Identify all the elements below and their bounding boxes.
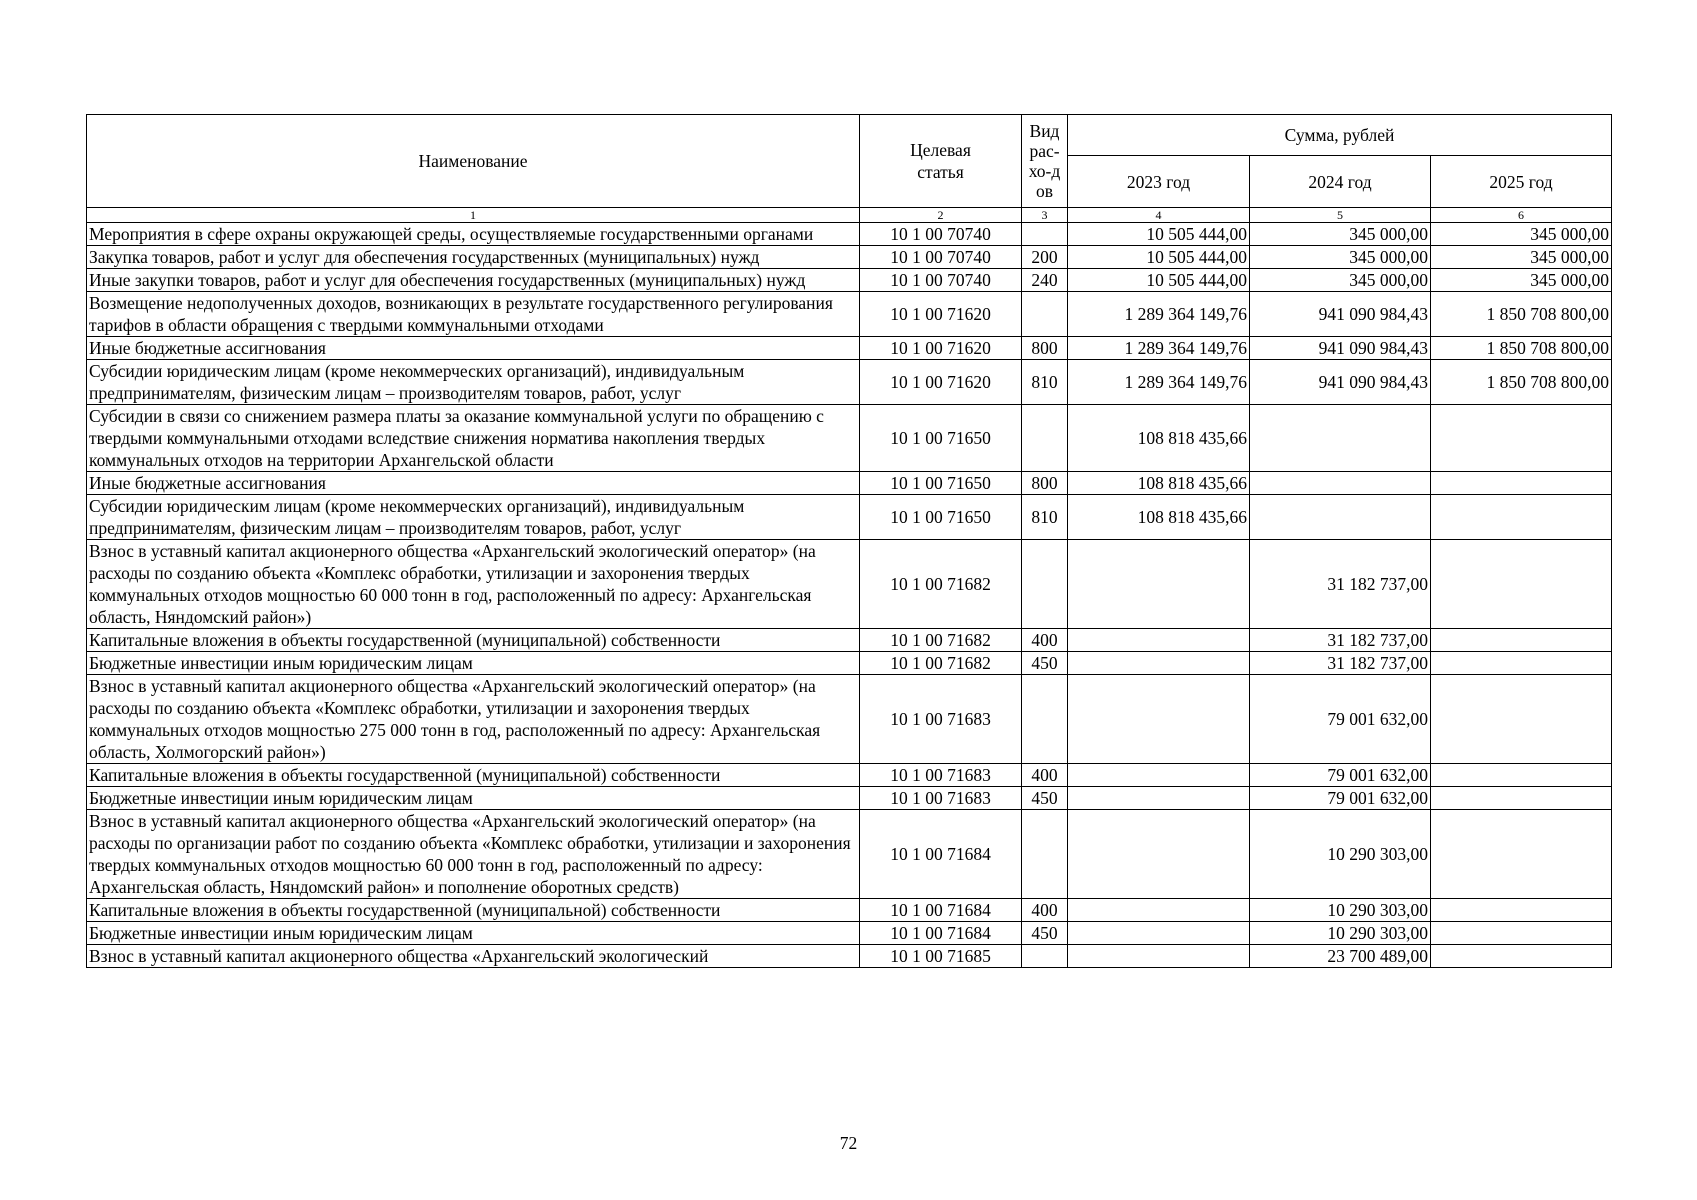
row-sum-2025 xyxy=(1431,652,1612,675)
row-name: Мероприятия в сфере охраны окружающей среды, осуществляемые государственными органами xyxy=(87,223,860,246)
row-sum-2023 xyxy=(1068,945,1250,968)
row-expense-type xyxy=(1022,223,1068,246)
row-expense-type: 810 xyxy=(1022,495,1068,540)
row-sum-2023 xyxy=(1068,787,1250,810)
row-sum-2024: 345 000,00 xyxy=(1250,246,1431,269)
header-name: Наименование xyxy=(87,115,860,208)
row-sum-2024 xyxy=(1250,495,1431,540)
row-sum-2023 xyxy=(1068,675,1250,764)
table-row xyxy=(87,269,1612,292)
table-row xyxy=(87,629,1612,652)
row-sum-2024 xyxy=(1250,405,1431,472)
table-row xyxy=(87,223,1612,246)
table-header xyxy=(87,115,1612,223)
column-number: 4 xyxy=(1068,208,1250,223)
row-name: Иные закупки товаров, работ и услуг для обеспечения государственных (муниципальных) нужд xyxy=(87,269,860,292)
row-sum-2024 xyxy=(1250,472,1431,495)
row-name: Взнос в уставный капитал акционерного общества «Архангельский экологический xyxy=(87,945,860,968)
row-sum-2023 xyxy=(1068,652,1250,675)
row-expense-type: 800 xyxy=(1022,472,1068,495)
table-row xyxy=(87,787,1612,810)
row-sum-2025: 1 850 708 800,00 xyxy=(1431,292,1612,337)
column-number: 5 xyxy=(1250,208,1431,223)
row-target-article: 10 1 00 71684 xyxy=(860,922,1022,945)
table-row xyxy=(87,360,1612,405)
table-row xyxy=(87,292,1612,337)
column-number-row xyxy=(87,208,1612,223)
budget-table xyxy=(86,114,1612,968)
row-target-article: 10 1 00 71684 xyxy=(860,899,1022,922)
row-name: Взнос в уставный капитал акционерного общества «Архангельский экологический оператор» (на расходы по созданию объекта «Комплекс обработки, утилизации и захоронения твердых коммунальных отходов мощностью 275 000 тонн в год, расположенный по адресу: Архангельская область, Холмогорский район») xyxy=(87,675,860,764)
row-sum-2023: 1 289 364 149,76 xyxy=(1068,292,1250,337)
row-sum-2025: 345 000,00 xyxy=(1431,246,1612,269)
row-target-article: 10 1 00 70740 xyxy=(860,269,1022,292)
row-sum-2023 xyxy=(1068,810,1250,899)
row-expense-type xyxy=(1022,945,1068,968)
row-target-article: 10 1 00 70740 xyxy=(860,246,1022,269)
row-name: Капитальные вложения в объекты государственной (муниципальной) собственности xyxy=(87,899,860,922)
row-expense-type: 450 xyxy=(1022,787,1068,810)
header-sum: Сумма, рублей xyxy=(1068,115,1612,156)
row-target-article: 10 1 00 71650 xyxy=(860,405,1022,472)
row-name: Бюджетные инвестиции иным юридическим лицам xyxy=(87,922,860,945)
header-expense-type-text: Вид рас-хо-дов xyxy=(1028,121,1061,201)
row-expense-type xyxy=(1022,405,1068,472)
row-target-article: 10 1 00 71682 xyxy=(860,629,1022,652)
row-sum-2025: 345 000,00 xyxy=(1431,223,1612,246)
table-row xyxy=(87,922,1612,945)
row-sum-2025 xyxy=(1431,764,1612,787)
header-row xyxy=(87,115,1612,156)
row-expense-type xyxy=(1022,540,1068,629)
row-sum-2023: 1 289 364 149,76 xyxy=(1068,360,1250,405)
column-number: 3 xyxy=(1022,208,1068,223)
row-sum-2025 xyxy=(1431,629,1612,652)
row-name: Взнос в уставный капитал акционерного общества «Архангельский экологический оператор» (на расходы по созданию объекта «Комплекс обработки, утилизации и захоронения твердых коммунальных отходов мощностью 60 000 тонн в год, расположенный по адресу: Архангельская область, Няндомский район») xyxy=(87,540,860,629)
row-expense-type: 200 xyxy=(1022,246,1068,269)
table-row xyxy=(87,472,1612,495)
table-row xyxy=(87,495,1612,540)
row-target-article: 10 1 00 71620 xyxy=(860,337,1022,360)
row-expense-type: 240 xyxy=(1022,269,1068,292)
row-sum-2025: 345 000,00 xyxy=(1431,269,1612,292)
row-sum-2025 xyxy=(1431,810,1612,899)
row-target-article: 10 1 00 71683 xyxy=(860,764,1022,787)
row-sum-2024: 31 182 737,00 xyxy=(1250,629,1431,652)
header-target-article xyxy=(860,115,1022,208)
row-name: Взнос в уставный капитал акционерного общества «Архангельский экологический оператор» (на расходы по организации работ по созданию объекта «Комплекс обработки, утилизации и захоронения твердых коммунальных отходов мощностью 60 000 тонн в год, расположенный по адресу: Архангельская область, Няндомский район» и пополнение оборотных средств) xyxy=(87,810,860,899)
table-row xyxy=(87,945,1612,968)
row-name: Бюджетные инвестиции иным юридическим лицам xyxy=(87,787,860,810)
row-target-article: 10 1 00 71684 xyxy=(860,810,1022,899)
row-name: Субсидии юридическим лицам (кроме некоммерческих организаций), индивидуальным предпринимателям, физическим лицам – производителям товаров, работ, услуг xyxy=(87,360,860,405)
table-body xyxy=(87,223,1612,968)
row-sum-2023: 108 818 435,66 xyxy=(1068,405,1250,472)
row-target-article: 10 1 00 70740 xyxy=(860,223,1022,246)
row-expense-type: 450 xyxy=(1022,652,1068,675)
row-target-article: 10 1 00 71650 xyxy=(860,472,1022,495)
header-year-2025: 2025 год xyxy=(1431,156,1612,208)
row-sum-2025 xyxy=(1431,495,1612,540)
row-sum-2024: 10 290 303,00 xyxy=(1250,810,1431,899)
row-name: Иные бюджетные ассигнования xyxy=(87,337,860,360)
row-expense-type: 400 xyxy=(1022,899,1068,922)
row-sum-2025: 1 850 708 800,00 xyxy=(1431,360,1612,405)
row-sum-2023 xyxy=(1068,922,1250,945)
header-target-article-text: Целевая статья xyxy=(910,140,971,182)
row-name: Субсидии юридическим лицам (кроме некоммерческих организаций), индивидуальным предпринимателям, физическим лицам – производителям товаров, работ, услуг xyxy=(87,495,860,540)
row-sum-2023: 10 505 444,00 xyxy=(1068,223,1250,246)
row-sum-2025 xyxy=(1431,540,1612,629)
row-expense-type: 450 xyxy=(1022,922,1068,945)
header-expense-type xyxy=(1022,115,1068,208)
row-sum-2024: 345 000,00 xyxy=(1250,223,1431,246)
table-row xyxy=(87,899,1612,922)
table-row xyxy=(87,675,1612,764)
row-expense-type: 810 xyxy=(1022,360,1068,405)
row-sum-2025 xyxy=(1431,787,1612,810)
row-name: Закупка товаров, работ и услуг для обеспечения государственных (муниципальных) нужд xyxy=(87,246,860,269)
row-sum-2025 xyxy=(1431,945,1612,968)
row-expense-type: 800 xyxy=(1022,337,1068,360)
row-sum-2023 xyxy=(1068,629,1250,652)
row-sum-2024: 345 000,00 xyxy=(1250,269,1431,292)
table-row xyxy=(87,764,1612,787)
row-name: Капитальные вложения в объекты государственной (муниципальной) собственности xyxy=(87,629,860,652)
table-row xyxy=(87,652,1612,675)
row-expense-type: 400 xyxy=(1022,629,1068,652)
row-sum-2023 xyxy=(1068,764,1250,787)
row-target-article: 10 1 00 71685 xyxy=(860,945,1022,968)
row-target-article: 10 1 00 71620 xyxy=(860,292,1022,337)
row-sum-2023 xyxy=(1068,540,1250,629)
row-sum-2024: 10 290 303,00 xyxy=(1250,922,1431,945)
row-sum-2024: 941 090 984,43 xyxy=(1250,360,1431,405)
row-sum-2025 xyxy=(1431,405,1612,472)
row-target-article: 10 1 00 71620 xyxy=(860,360,1022,405)
row-expense-type xyxy=(1022,292,1068,337)
row-sum-2025: 1 850 708 800,00 xyxy=(1431,337,1612,360)
row-name: Иные бюджетные ассигнования xyxy=(87,472,860,495)
row-sum-2024: 941 090 984,43 xyxy=(1250,292,1431,337)
row-sum-2024: 31 182 737,00 xyxy=(1250,652,1431,675)
table-row xyxy=(87,405,1612,472)
row-target-article: 10 1 00 71683 xyxy=(860,787,1022,810)
row-expense-type xyxy=(1022,810,1068,899)
row-sum-2024: 10 290 303,00 xyxy=(1250,899,1431,922)
page-number: 72 xyxy=(839,1133,858,1153)
row-target-article: 10 1 00 71650 xyxy=(860,495,1022,540)
table-row xyxy=(87,810,1612,899)
row-name: Субсидии в связи со снижением размера платы за оказание коммунальной услуги по обращению с твердыми коммунальными отходами вследствие снижения норматива накопления твердых коммунальных отходов на территории Архангельской области xyxy=(87,405,860,472)
column-number: 6 xyxy=(1431,208,1612,223)
row-sum-2023: 108 818 435,66 xyxy=(1068,495,1250,540)
row-sum-2023 xyxy=(1068,899,1250,922)
row-sum-2025 xyxy=(1431,472,1612,495)
row-name: Возмещение недополученных доходов, возникающих в результате государственного регулирования тарифов в области обращения с твердыми коммунальными отходами xyxy=(87,292,860,337)
row-sum-2025 xyxy=(1431,899,1612,922)
table-row xyxy=(87,540,1612,629)
row-expense-type: 400 xyxy=(1022,764,1068,787)
column-number: 2 xyxy=(860,208,1022,223)
row-expense-type xyxy=(1022,675,1068,764)
row-sum-2023: 10 505 444,00 xyxy=(1068,246,1250,269)
column-number: 1 xyxy=(87,208,860,223)
row-target-article: 10 1 00 71682 xyxy=(860,652,1022,675)
row-sum-2024: 79 001 632,00 xyxy=(1250,787,1431,810)
row-sum-2023: 1 289 364 149,76 xyxy=(1068,337,1250,360)
table-row xyxy=(87,246,1612,269)
row-name: Бюджетные инвестиции иным юридическим лицам xyxy=(87,652,860,675)
row-target-article: 10 1 00 71683 xyxy=(860,675,1022,764)
row-sum-2024: 79 001 632,00 xyxy=(1250,675,1431,764)
row-sum-2024: 31 182 737,00 xyxy=(1250,540,1431,629)
row-target-article: 10 1 00 71682 xyxy=(860,540,1022,629)
row-sum-2025 xyxy=(1431,922,1612,945)
row-sum-2023: 108 818 435,66 xyxy=(1068,472,1250,495)
table-row xyxy=(87,337,1612,360)
row-sum-2025 xyxy=(1431,675,1612,764)
row-sum-2023: 10 505 444,00 xyxy=(1068,269,1250,292)
row-sum-2024: 23 700 489,00 xyxy=(1250,945,1431,968)
row-name: Капитальные вложения в объекты государственной (муниципальной) собственности xyxy=(87,764,860,787)
header-year-2024: 2024 год xyxy=(1250,156,1431,208)
row-sum-2024: 941 090 984,43 xyxy=(1250,337,1431,360)
header-year-2023: 2023 год xyxy=(1068,156,1250,208)
row-sum-2024: 79 001 632,00 xyxy=(1250,764,1431,787)
